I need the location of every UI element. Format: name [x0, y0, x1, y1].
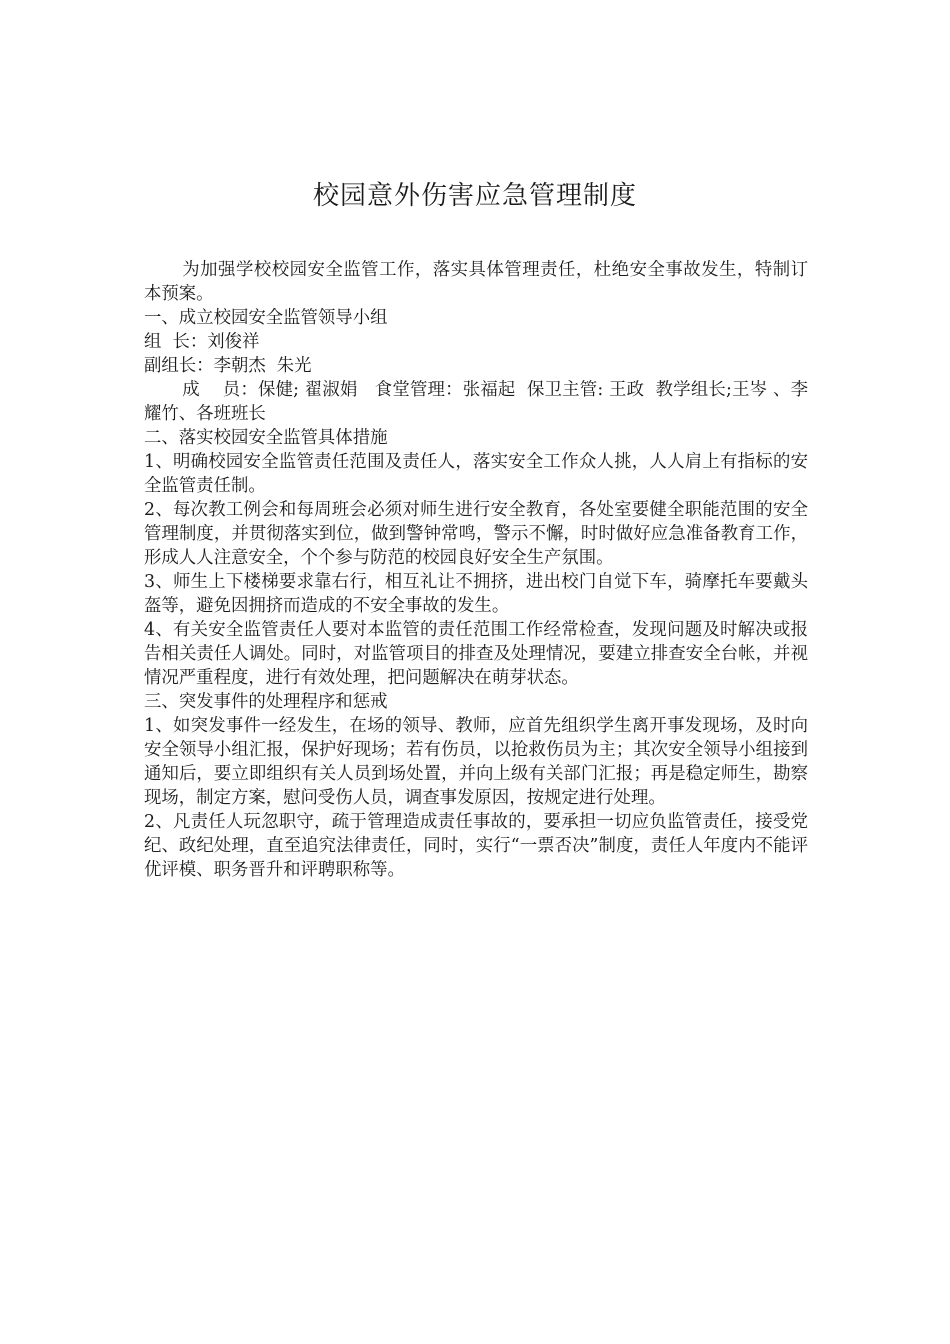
deputy-leader-line: 副组长：李朝杰 朱光: [144, 356, 312, 376]
team-leader-line: 组 长：刘俊祥: [144, 332, 260, 352]
measure-item-2: 2、每次教工例会和每周班会必须对师生进行安全教育，各处室要健全职能范围的安全管理制度，并贯彻落实到位，做到警钟常鸣，警示不懈，时时做好应急准备教育工作，形成人人注意安全，个个参与防范的校园良好安全生产氛围。: [144, 500, 808, 568]
section-heading-2: 二、落实校园安全监管具体措施: [144, 428, 388, 448]
measure-item-4: 4、有关安全监管责任人要对本监管的责任范围工作经常检查，发现问题及时解决或报告相关责任人调处。同时，对监管项目的排查及处理情况，要建立排查安全台帐，并视情况严重程度，进行有效处理，把问题解决在萌芽状态。: [144, 620, 808, 688]
section-heading-1: 一、成立校园安全监管领导小组: [144, 308, 388, 328]
document-title: 校园意外伤害应急管理制度: [312, 181, 637, 211]
measure-item-3: 3、师生上下楼梯要求靠右行，相互礼让不拥挤，进出校门自觉下车，骑摩托车要戴头盔等，避免因拥挤而造成的不安全事故的发生。: [144, 572, 808, 616]
procedure-item-1: 1、如突发事件一经发生，在场的领导、教师，应首先组织学生离开事发现场，及时向安全领导小组汇报，保护好现场；若有伤员，以抢救伤员为主；其次安全领导小组接到通知后，要立即组织有关人员到场处置，并向上级有关部门汇报；再是稳定师生，勘察现场，制定方案，慰问受伤人员，调查事发原因，按规定进行处理。: [144, 716, 808, 808]
document-body: [144, 258, 808, 882]
procedure-item-2: 2、凡责任人玩忽职守，疏于管理造成责任事故的，要承担一切应负监管责任，接受党纪、政纪处理，直至追究法律责任，同时，实行“一票否决”制度，责任人年度内不能评优评模、职务晋升和评聘职称等。: [144, 812, 808, 880]
members-line: 成 员：保健; 翟淑娟 食堂管理：张福起 保卫主管: 王政 教学组长;王岑 、李耀竹、各班班长: [144, 380, 808, 424]
section-heading-3: 三、突发事件的处理程序和惩戒: [144, 692, 388, 712]
measure-item-1: 1、明确校园安全监管责任范围及责任人，落实安全工作众人挑，人人肩上有指标的安全监管责任制。: [144, 452, 808, 496]
intro-paragraph: 为加强学校校园安全监管工作，落实具体管理责任，杜绝安全事故发生，特制订本预案。: [144, 260, 808, 304]
